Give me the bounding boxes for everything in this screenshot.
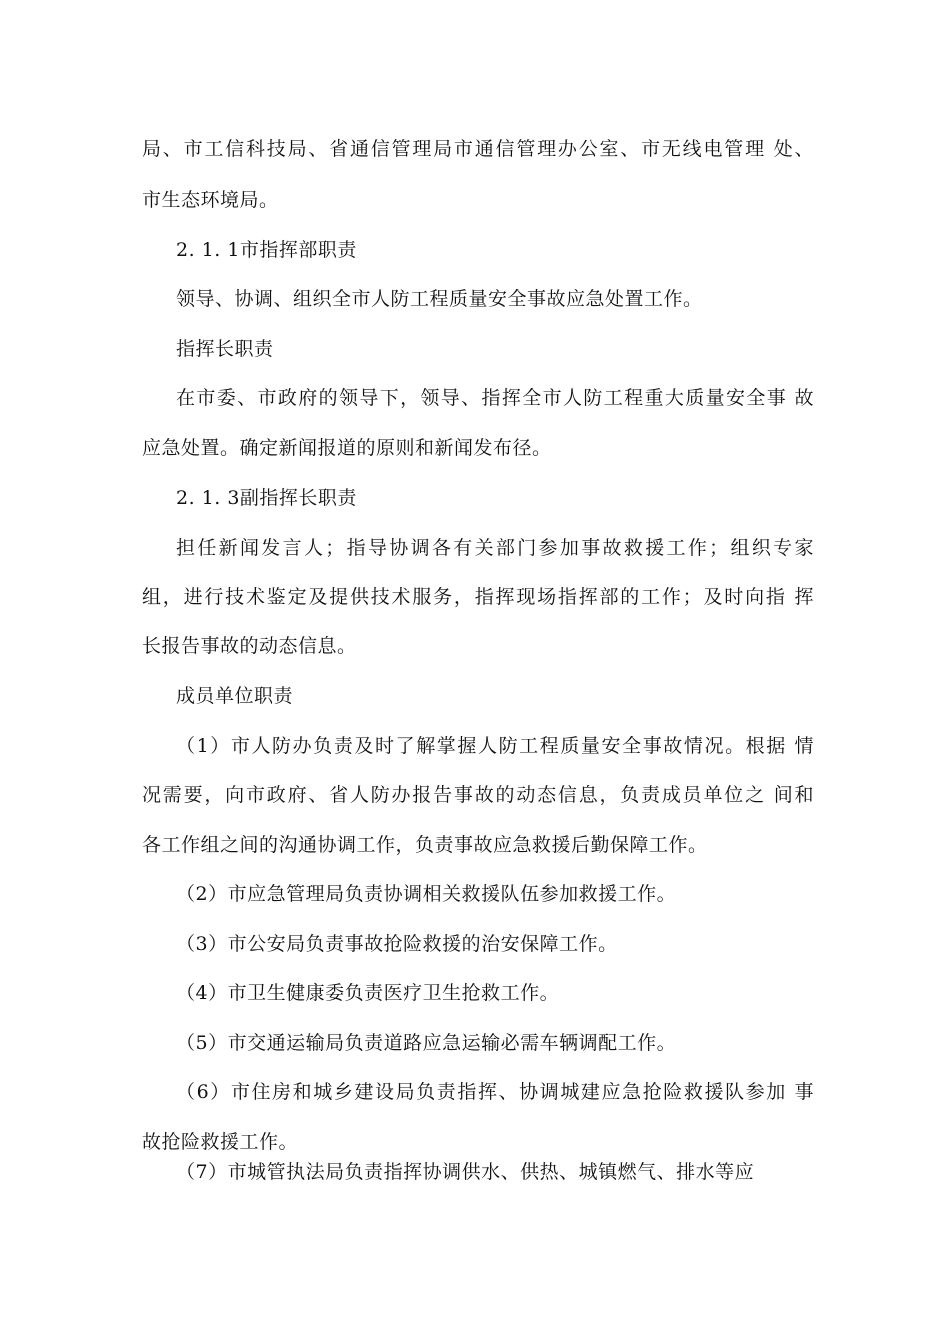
paragraph-line-7: 应急处置。确定新闻报道的原则和新闻发布径。 [142,437,552,459]
paragraph-line-10: 组，进行技术鉴定及提供技术服务，指挥现场指挥部的工作；及时向指 挥 [142,586,814,608]
section-heading-2-1-3: 2. 1. 3副指挥长职责 [176,487,357,509]
paragraph-line-9: 担任新闻发言人；指导协调各有关部门参加事故救援工作；组织专家 [176,537,814,559]
list-item-6: （6）市住房和城乡建设局负责指挥、协调城建应急抢险救援队参加 事 [176,1081,814,1103]
list-item-5: （5）市交通运输局负责道路应急运输必需车辆调配工作。 [176,1032,677,1054]
paragraph-line-13: （1）市人防办负责及时了解掌握人防工程质量安全事故情况。根据 情 [176,735,814,757]
section-heading-2-1-1: 2. 1. 1市指挥部职责 [176,239,357,261]
section-heading-commander: 指挥长职责 [176,338,274,360]
paragraph-line-14: 况需要，向市政府、省人防办报告事故的动态信息，负责成员单位之 间和 [142,784,814,806]
paragraph-line-4: 领导、协调、组织全市人防工程质量安全事故应急处置工作。 [176,288,703,310]
list-item-7: （7）市城管执法局负责指挥协调供水、供热、城镇燃气、排水等应 [176,1161,755,1183]
paragraph-line-6: 在市委、市政府的领导下，领导、指挥全市人防工程重大质量安全事 故 [176,387,814,409]
list-item-4: （4）市卫生健康委负责医疗卫生抢救工作。 [176,982,560,1004]
list-item-2: （2）市应急管理局负责协调相关救援队伍参加救援工作。 [176,883,677,905]
paragraph-line-15: 各工作组之间的沟通协调工作，负责事故应急救援后勤保障工作。 [142,834,708,856]
section-heading-members: 成员单位职责 [176,685,294,707]
paragraph-line-21: 故抢险救援工作。 [142,1131,299,1153]
list-item-3: （3）市公安局负责事故抢险救援的治安保障工作。 [176,933,618,955]
paragraph-line-2: 市生态环境局。 [142,189,279,211]
paragraph-line-11: 长报告事故的动态信息。 [142,635,357,657]
paragraph-line-1: 局、市工信科技局、省通信管理局市通信管理办公室、市无线电管理 处、 [142,138,814,160]
